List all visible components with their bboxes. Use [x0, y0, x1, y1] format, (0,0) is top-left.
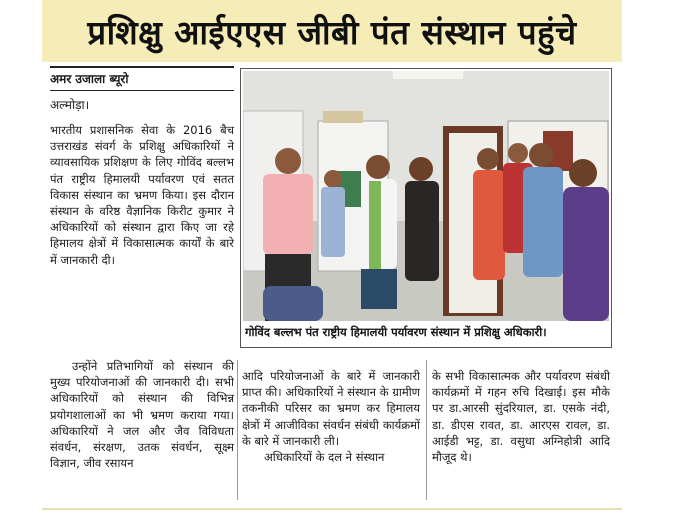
dateline: अल्मोड़ा। [50, 98, 90, 112]
byline: अमर उजाला ब्यूरो [50, 72, 129, 86]
column-divider [426, 360, 427, 500]
paragraph: उन्होंने प्रतिभागियों को संस्थान की मुख्य परियोजनाओं की जानकारी दी। सभी अधिकारियों को संस्थान की विभिन्न प्रयोगशालाओं का भी भ्रमण कराया गया। अधिकारियों ने जल और जैव विविधता संवर्धन, संरक्षण, उतक संवर्धन, सूक्ष्म विज्ञान, जीव रसायन [50, 359, 234, 471]
bottom-rule [42, 508, 622, 510]
article-column-right [432, 368, 610, 465]
paragraph: अधिकारियों के दल ने संस्थान [264, 450, 385, 465]
column-divider [237, 360, 238, 500]
byline-rule-top [50, 66, 234, 68]
news-photo [243, 71, 609, 321]
photo-illustration [243, 71, 609, 321]
byline-rule-bottom [50, 90, 234, 91]
headline: प्रशिक्षु आईएएस जीबी पंत संस्थान पहुंचे [87, 12, 577, 52]
photo-caption: गोविंद बल्लभ पंत राष्ट्रीय हिमालयी पर्यावरण संस्थान में प्रशिक्षु अधिकारी। [245, 325, 547, 339]
article-column-left-bottom [50, 358, 234, 471]
headline-band [42, 0, 622, 62]
paragraph: के सभी विकासात्मक और पर्यावरण संबंधी कार्यक्रमों में गहन रुचि दिखाई। इस मौके पर डा.आरसी सुंदरियाल, डा. एसके नंदी, डा. डीएस रावत, डा. आरएस रावल, डा. आईडी भट्ट, डा. वसुधा अग्निहोत्री आदि मौजूद थे। [432, 369, 610, 465]
article-column-middle [242, 368, 420, 465]
article-column-left-top [50, 122, 234, 268]
paragraph: आदि परियोजनाओं के बारे में जानकारी प्राप्त की। अधिकारियों ने संस्थान के ग्रामीण तकनीकी परिसर का भ्रमण कर हिमालय क्षेत्रों में आजीविका संवर्धन संबंधी कार्यक्रमों के बारे में जानकारी ली। [242, 369, 420, 448]
news-photo-frame [240, 68, 612, 348]
paragraph: भारतीय प्रशासनिक सेवा के 2016 बैच उत्तराखंड संवर्ग के प्रशिक्षु अधिकारियों ने व्यावसायिक प्रशिक्षण के लिए गोविंद बल्लभ पंत राष्ट्रीय हिमालयी पर्यावरण एवं सतत विकास संस्थान का भ्रमण किया। इस दौरान संस्थान के वरिष्ठ वैज्ञानिक किरीट कुमार ने अधिकारियों को संस्थान द्वारा किए जा रहे हिमालय क्षेत्रों में विकासात्मक कार्यों के बारे में जानकारी दी। [50, 123, 234, 267]
